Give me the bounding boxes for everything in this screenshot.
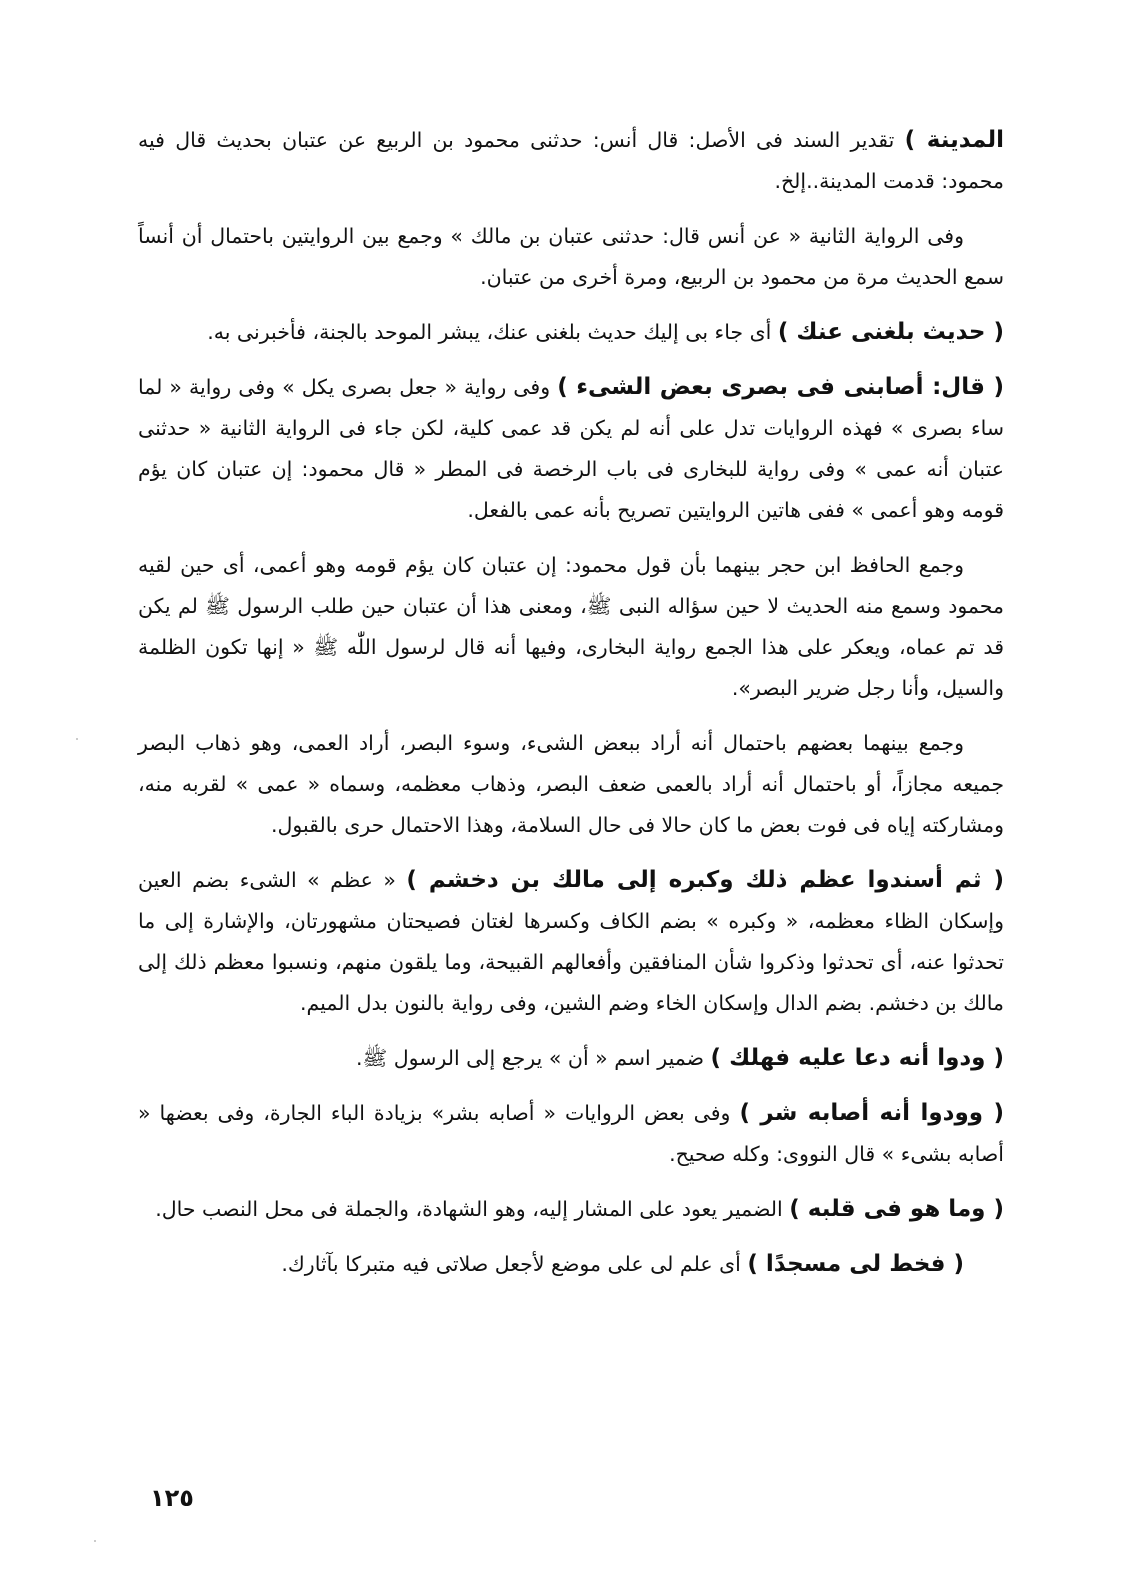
scan-speck: [76, 738, 78, 740]
heading-8: ( ودوا أنه دعا عليه فهلك ): [710, 1045, 1004, 1071]
text-5: وجمع الحافظ ابن حجر بينهما بأن قول محمود: إن عتبان كان يؤم قومه وهو أعمى، أى حين لقيه محمود وسمع منه الحديث لا حين سؤاله النبى ﷺ، ومعنى هذا أن عتبان حين طلب الرسول ﷺ لم يكن قد تم عماه، ويعكر على هذا الجمع رواية البخارى، وفيها أنه قال لرسول اللّٰه ﷺ « إنها تكون الظلمة والسيل، وأنا رجل ضرير البصر».: [138, 553, 1004, 700]
paragraph-10: [138, 1189, 1004, 1230]
text-3: أى جاء بى إليك حديث بلغنى عنك، يبشر الموحد بالجنة، فأخبرنى به.: [207, 320, 772, 344]
heading-7: ( ثم أسندوا عظم ذلك وكبره إلى مالك بن دخشم ): [406, 867, 1005, 893]
paragraph-9: [138, 1093, 1004, 1175]
page-body: [138, 120, 1004, 1299]
heading-11: ( فخط لى مسجدًا ): [747, 1251, 964, 1277]
heading-9: ( وودوا أنه أصابه شر ): [739, 1100, 1004, 1126]
text-11: أى علم لى على موضع لأجعل صلاتى فيه متبركا بآثارك.: [281, 1252, 741, 1276]
text-6: وجمع بينهما بعضهم باحتمال أنه أراد ببعض الشىء، وسوء البصر، أراد العمى، وهو ذهاب البصر جميعه مجازاً، أو باحتمال أنه أراد بالعمى ضعف البصر، وذهاب معظمه، وسماه « عمى » لقربه منه، ومشاركته إياه فى فوت بعض ما كان حالا فى حال السلامة، وهذا الاحتمال حرى بالقبول.: [138, 731, 1004, 837]
text-4: وفى رواية « جعل بصرى يكل » وفى رواية « لما ساء بصرى » فهذه الروايات تدل على أنه لم يكن قد عمى كلية، لكن جاء فى الرواية الثانية « حدثنى عتبان أنه عمى » وفى رواية للبخارى فى باب الرخصة فى المطر « قال محمود: إن عتبان كان يؤم قومه وهو أعمى » ففى هاتين الروايتين تصريح بأنه عمى بالفعل.: [138, 375, 1004, 522]
text-2: وفى الرواية الثانية « عن أنس قال: حدثنى عتبان بن مالك » وجمع بين الروايتين باحتمال أن أنساً سمع الحديث مرة من محمود بن الربيع، ومرة أخرى من عتبان.: [138, 224, 1004, 289]
paragraph-1: [138, 120, 1004, 202]
paragraph-3: [138, 312, 1004, 353]
paragraph-7: [138, 860, 1004, 1024]
paragraph-2: [138, 216, 1004, 298]
text-1: تقدير السند فى الأصل: قال أنس: حدثنى محمود بن الربيع عن عتبان بحديث قال فيه محمود: قدمت المدينة..إلخ.: [138, 128, 1004, 193]
paragraph-11: [138, 1244, 1004, 1285]
text-9: وفى بعض الروايات « أصابه بشر» بزيادة الباء الجارة، وفى بعضها « أصابه بشىء » قال النووى: وكله صحيح.: [138, 1101, 1004, 1166]
heading-3: ( حديث بلغنى عنك ): [777, 319, 1004, 345]
text-10: الضمير يعود على المشار إليه، وهو الشهادة، والجملة فى محل النصب حال.: [155, 1197, 783, 1221]
paragraph-5: [138, 545, 1004, 709]
text-7: « عظم » الشىء بضم العين وإسكان الظاء معظمه، « وكبره » بضم الكاف وكسرها لغتان فصيحتان مشهورتان، والإشارة إلى ما تحدثوا عنه، أى تحدثوا وذكروا شأن المنافقين وأفعالهم القبيحة، وما يلقون منهم، ونسبوا معظم ذلك إلى مالك بن دخشم. بضم الدال وإسكان الخاء وضم الشين، وفى رواية بالنون بدل الميم.: [138, 868, 1004, 1015]
page-number: ١٢٥: [150, 1484, 194, 1512]
heading-1: المدينة ): [904, 127, 1004, 153]
paragraph-4: [138, 367, 1004, 531]
heading-4: ( قال: أصابنى فى بصرى بعض الشىء ): [557, 374, 1004, 400]
scan-speck: [94, 1540, 96, 1542]
paragraph-6: [138, 723, 1004, 846]
paragraph-8: [138, 1038, 1004, 1079]
heading-10: ( وما هو فى قلبه ): [789, 1196, 1004, 1222]
text-8: ضمير اسم « أن » يرجع إلى الرسول ﷺ.: [355, 1046, 705, 1070]
